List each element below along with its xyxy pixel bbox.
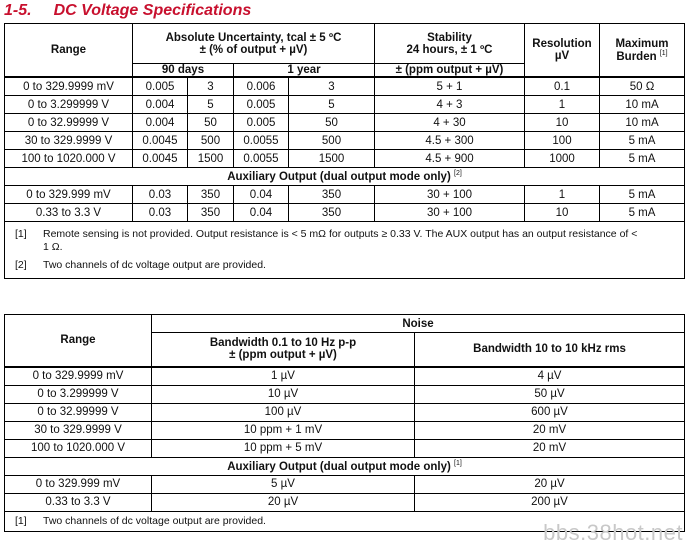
footnote-ref: [1]	[454, 459, 462, 467]
table-cell: 30 + 100	[375, 186, 525, 204]
table-cell: 1500	[289, 150, 375, 168]
table-cell: 0 to 3.299999 V	[5, 385, 152, 403]
header-bandwidth-high: Bandwidth 10 to 10 kHz rms	[415, 333, 685, 367]
header-burden-line2: Burden	[616, 50, 657, 63]
table-row	[5, 493, 685, 511]
table-cell: 0.0055	[234, 132, 289, 150]
table-cell: 20 µV	[415, 475, 685, 493]
header-stab-line1: Stability	[427, 31, 472, 44]
section-heading: DC Voltage Specifications	[53, 2, 252, 19]
table-cell: 5 + 1	[375, 77, 525, 96]
footnote-number: [2]	[15, 259, 27, 271]
table-cell: 500	[188, 132, 234, 150]
table-cell: 4 + 3	[375, 96, 525, 114]
table-row	[5, 150, 685, 168]
table-cell: 100 to 1020.000 V	[5, 150, 133, 168]
table-cell: 350	[289, 186, 375, 204]
table-row	[5, 475, 685, 493]
header-bw1-line2: ± (ppm output + µV)	[229, 349, 337, 362]
header-burden	[600, 24, 685, 78]
table-cell: 50	[289, 114, 375, 132]
table-cell: 0 to 32.99999 V	[5, 114, 133, 132]
table-cell: 0.04	[234, 186, 289, 204]
table-cell: 1500	[188, 150, 234, 168]
table-cell: 30 to 329.9999 V	[5, 421, 152, 439]
header-res-line2: µV	[554, 50, 570, 62]
table-cell: 10 mA	[600, 96, 685, 114]
table-cell: 0.005	[133, 77, 188, 96]
table-cell: 3	[289, 77, 375, 96]
header-range: Range	[5, 24, 133, 78]
table-cell: 5	[188, 96, 234, 114]
footnotes	[5, 222, 685, 279]
table-cell: 0.004	[133, 96, 188, 114]
table-cell: 0.33 to 3.3 V	[5, 493, 152, 511]
table-cell: 0.04	[234, 204, 289, 222]
table-cell: 0 to 329.999 mV	[5, 475, 152, 493]
table-cell: 1 µV	[152, 367, 415, 386]
table-cell: 200 µV	[415, 493, 685, 511]
aux-output-label	[5, 168, 685, 186]
table-row	[5, 132, 685, 150]
table-cell: 350	[289, 204, 375, 222]
header-bandwidth-low	[152, 333, 415, 367]
watermark: bbs.38hot.net	[543, 520, 683, 545]
table-cell: 5 µV	[152, 475, 415, 493]
table-cell: 0.005	[234, 96, 289, 114]
table-row	[5, 186, 685, 204]
table-cell: 350	[188, 186, 234, 204]
table-cell: 0.0055	[234, 150, 289, 168]
table-cell: 5 mA	[600, 186, 685, 204]
footnote-text: Two channels of dc voltage output are provided.	[43, 259, 266, 271]
table-cell: 50 Ω	[600, 77, 685, 96]
footnote-text: Remote sensing is not provided. Output resistance is < 5 mΩ for outputs ≥ 0.33 V. The AUX output has an output resistance of < 1 Ω.	[43, 228, 638, 253]
header-ppm: ± (ppm output + µV)	[375, 64, 525, 78]
table-cell: 20 µV	[152, 493, 415, 511]
table-cell: 350	[188, 204, 234, 222]
table-row	[5, 403, 685, 421]
table-cell: 0 to 329.999 mV	[5, 186, 133, 204]
header-abs-line2: ± (% of output + µV)	[199, 43, 308, 56]
table-cell: 20 mV	[415, 439, 685, 457]
table-cell: 10 ppm + 1 mV	[152, 421, 415, 439]
header-stability	[375, 24, 525, 64]
footnote-ref: [2]	[454, 170, 462, 178]
table-cell: 500	[289, 132, 375, 150]
noise-spec-table	[4, 314, 685, 532]
table-cell: 0.33 to 3.3 V	[5, 204, 133, 222]
table-cell: 10	[525, 204, 600, 222]
table-cell: 600 µV	[415, 403, 685, 421]
table-cell: 10 mA	[600, 114, 685, 132]
table-row	[5, 96, 685, 114]
table-cell: 3	[188, 77, 234, 96]
header-90-days: 90 days	[133, 64, 234, 78]
footnote-number: [1]	[15, 514, 27, 527]
table-row	[5, 439, 685, 457]
table-cell: 5 mA	[600, 204, 685, 222]
header-range: Range	[5, 315, 152, 367]
table-cell: 0.0045	[133, 132, 188, 150]
header-resolution	[525, 24, 600, 78]
table-cell: 30 to 329.9999 V	[5, 132, 133, 150]
table-cell: 0.0045	[133, 150, 188, 168]
footnote	[15, 228, 678, 254]
footnote	[15, 259, 678, 272]
header-res-line1: Resolution	[532, 38, 592, 50]
table-cell: 0 to 32.99999 V	[5, 403, 152, 421]
table-cell: 1000	[525, 150, 600, 168]
header-bw1-line1: Bandwidth 0.1 to 10 Hz p-p	[209, 337, 357, 350]
table-cell: 4.5 + 300	[375, 132, 525, 150]
table-cell: 4.5 + 900	[375, 150, 525, 168]
table-cell: 100 to 1020.000 V	[5, 439, 152, 457]
table-cell: 0.005	[234, 114, 289, 132]
table-cell: 0 to 3.299999 V	[5, 96, 133, 114]
header-stab-line2: 24 hours, ± 1 ºC	[406, 43, 493, 56]
table-cell: 10 ppm + 5 mV	[152, 439, 415, 457]
header-absolute-uncertainty	[133, 24, 375, 64]
table-cell: 0.1	[525, 77, 600, 96]
table-cell: 50	[188, 114, 234, 132]
table-cell: 5	[289, 96, 375, 114]
header-abs-line1: Absolute Uncertainty, tcal ± 5 ºC	[165, 31, 342, 44]
table-cell: 0.006	[234, 77, 289, 96]
table-row	[5, 421, 685, 439]
header-burden-line1: Maximum	[615, 37, 669, 50]
table-row	[5, 114, 685, 132]
table-cell: 10	[525, 114, 600, 132]
header-1-year: 1 year	[234, 64, 375, 78]
table-cell: 4 + 30	[375, 114, 525, 132]
dc-voltage-spec-table	[4, 23, 685, 279]
aux-output-text: Auxiliary Output (dual output mode only)	[227, 460, 451, 473]
table-cell: 0 to 329.9999 mV	[5, 77, 133, 96]
table-cell: 0.03	[133, 204, 188, 222]
table-row	[5, 367, 685, 386]
table-cell: 10 µV	[152, 385, 415, 403]
table-cell: 0 to 329.9999 mV	[5, 367, 152, 386]
table-cell: 1	[525, 186, 600, 204]
aux-output-label	[5, 457, 685, 475]
footnote-text: Two channels of dc voltage output are provided.	[43, 514, 266, 527]
table-row	[5, 385, 685, 403]
table-row	[5, 204, 685, 222]
table-cell: 100 µV	[152, 403, 415, 421]
table-row	[5, 77, 685, 96]
aux-output-text: Auxiliary Output (dual output mode only)	[227, 170, 451, 183]
table-cell: 4 µV	[415, 367, 685, 386]
table-cell: 0.03	[133, 186, 188, 204]
section-title	[4, 0, 251, 22]
table-cell: 1	[525, 96, 600, 114]
footnote-ref: [1]	[659, 49, 668, 57]
table-cell: 100	[525, 132, 600, 150]
section-number: 1-5.	[4, 2, 32, 19]
table-cell: 5 mA	[600, 150, 685, 168]
table-cell: 20 mV	[415, 421, 685, 439]
header-noise: Noise	[152, 315, 685, 333]
table-cell: 0.004	[133, 114, 188, 132]
footnote-number: [1]	[15, 228, 27, 240]
table-cell: 30 + 100	[375, 204, 525, 222]
table-cell: 5 mA	[600, 132, 685, 150]
table-cell: 50 µV	[415, 385, 685, 403]
